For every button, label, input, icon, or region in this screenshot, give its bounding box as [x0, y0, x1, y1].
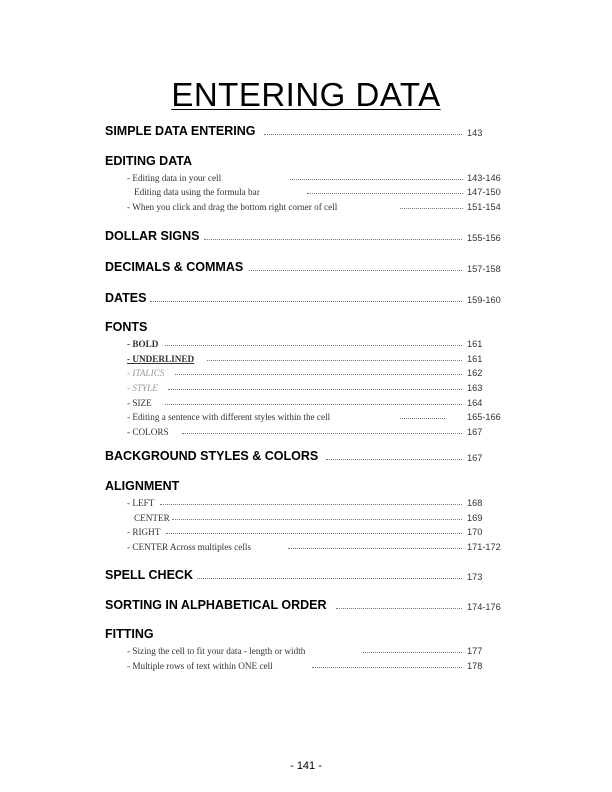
- leader-dots: [326, 459, 462, 460]
- toc-page-number: 167: [467, 427, 483, 437]
- leader-dots: [165, 404, 462, 405]
- toc-page-number: 168: [467, 498, 483, 508]
- toc-entry-sorting[interactable]: [0, 598, 612, 612]
- toc-subentry-label: - BOLD: [127, 339, 159, 349]
- toc-subentry[interactable]: [0, 198, 612, 212]
- toc-section-label: DATES: [105, 291, 147, 305]
- toc-subentry-label: - ITALICS: [127, 368, 165, 378]
- toc-page-number: 170: [467, 527, 483, 537]
- leader-dots: [168, 389, 462, 390]
- toc-page-number: 161: [467, 339, 483, 349]
- toc-subentry[interactable]: [0, 364, 612, 378]
- toc-subentry[interactable]: [0, 423, 612, 437]
- toc-page-number: 164: [467, 398, 483, 408]
- leader-dots: [204, 239, 462, 240]
- toc-subentry-label: - Editing a sentence with different styles within the cell: [127, 412, 331, 422]
- page-number-footer: - 141 -: [290, 760, 322, 772]
- toc-subentry-label: - CENTER Across multiples cells: [127, 542, 252, 552]
- toc-subentry-label: - Sizing the cell to fit your data - length or width: [127, 646, 306, 656]
- toc-section-label: DOLLAR SIGNS: [105, 229, 200, 243]
- toc-subentry-label: CENTER: [134, 513, 170, 523]
- toc-page-number: 143-146: [467, 173, 501, 183]
- toc-subentry[interactable]: [0, 350, 612, 364]
- toc-page-number: 174-176: [467, 602, 501, 612]
- toc-subentry-label: - LEFT: [127, 498, 155, 508]
- toc-subentry[interactable]: [0, 169, 612, 183]
- toc-subentry-label: - When you click and drag the bottom right corner of cell: [127, 202, 338, 212]
- leader-dots: [307, 193, 463, 194]
- toc-subentry-label: - RIGHT: [127, 527, 161, 537]
- toc-section-label: DECIMALS & COMMAS: [105, 260, 244, 274]
- toc-subentry-label: - Multiple rows of text within ONE cell: [127, 661, 273, 671]
- toc-page-number: 159-160: [467, 295, 501, 305]
- toc-page-number: 169: [467, 513, 483, 523]
- toc-heading-alignment: [0, 479, 612, 493]
- leader-dots: [249, 270, 462, 271]
- toc-section-heading: EDITING DATA: [105, 154, 193, 168]
- toc-subentry-label: - STYLE: [127, 383, 158, 393]
- toc-section-heading: FONTS: [105, 320, 148, 334]
- toc-heading-fitting: [0, 627, 612, 641]
- toc-page-number: 165-166: [467, 412, 501, 422]
- toc-entry-simple-data-entering[interactable]: [0, 124, 612, 138]
- toc-page-number: 151-154: [467, 202, 501, 212]
- leader-dots: [264, 134, 462, 135]
- toc-subentry[interactable]: [0, 494, 612, 508]
- toc-page-number: 162: [467, 368, 483, 378]
- toc-section-label: BACKGROUND STYLES & COLORS: [105, 449, 319, 463]
- leader-dots: [400, 418, 445, 419]
- leader-dots: [207, 360, 462, 361]
- toc-page-number: 157-158: [467, 264, 501, 274]
- toc-page-number: 143: [467, 128, 483, 138]
- toc-entry-dollar-signs[interactable]: [0, 229, 612, 243]
- toc-subentry-label: - SIZE: [127, 398, 152, 408]
- leader-dots: [288, 548, 462, 549]
- toc-subentry-label: - Editing data in your cell: [127, 173, 222, 183]
- toc-subentry[interactable]: [0, 509, 612, 523]
- page-title: ENTERING DATA: [171, 76, 441, 113]
- toc-subentry-label: - COLORS: [127, 427, 169, 437]
- toc-heading-fonts: [0, 320, 612, 334]
- toc-entry-background-styles-colors[interactable]: [0, 449, 612, 463]
- toc-page-number: 173: [467, 572, 483, 582]
- leader-dots: [400, 208, 463, 209]
- leader-dots: [165, 345, 462, 346]
- leader-dots: [363, 652, 462, 653]
- toc-subentry-label: - UNDERLINED: [127, 354, 195, 364]
- toc-section-label: SORTING IN ALPHABETICAL ORDER: [105, 598, 327, 612]
- toc-entry-decimals-commas[interactable]: [0, 260, 612, 274]
- toc-page-number: 155-156: [467, 233, 501, 243]
- toc-subentry[interactable]: [0, 408, 612, 422]
- toc-page-number: 167: [467, 453, 483, 463]
- toc-page-number: 163: [467, 383, 483, 393]
- toc-page-number: 147-150: [467, 187, 501, 197]
- toc-page-number: 171-172: [467, 542, 501, 552]
- leader-dots: [175, 374, 462, 375]
- toc-subentry[interactable]: [0, 523, 612, 537]
- leader-dots: [172, 519, 462, 520]
- leader-dots: [166, 533, 462, 534]
- toc-subentry[interactable]: [0, 538, 612, 552]
- toc-page-number: 161: [467, 354, 483, 364]
- toc-section-label: SPELL CHECK: [105, 568, 193, 582]
- toc-page-number: 178: [467, 661, 483, 671]
- toc-subentry-label: Editing data using the formula bar: [134, 187, 260, 197]
- toc-subentry[interactable]: [0, 335, 612, 349]
- leader-dots: [150, 301, 462, 302]
- toc-section-label: SIMPLE DATA ENTERING: [105, 124, 256, 138]
- toc-subentry[interactable]: [0, 642, 612, 656]
- leader-dots: [290, 179, 463, 180]
- toc-section-heading: FITTING: [105, 627, 154, 641]
- toc-entry-dates[interactable]: [0, 291, 612, 305]
- toc-section-heading: ALIGNMENT: [105, 479, 180, 493]
- leader-dots: [336, 608, 462, 609]
- leader-dots: [182, 433, 462, 434]
- toc-heading-editing-data: [0, 154, 612, 168]
- leader-dots: [197, 578, 462, 579]
- leader-dots: [160, 504, 462, 505]
- toc-subentry[interactable]: [0, 394, 612, 408]
- leader-dots: [312, 667, 462, 668]
- toc-page-number: 177: [467, 646, 483, 656]
- toc-subentry[interactable]: [0, 183, 612, 197]
- toc-entry-spell-check[interactable]: [0, 568, 612, 582]
- toc-subentry[interactable]: [0, 657, 612, 671]
- toc-subentry[interactable]: [0, 379, 612, 393]
